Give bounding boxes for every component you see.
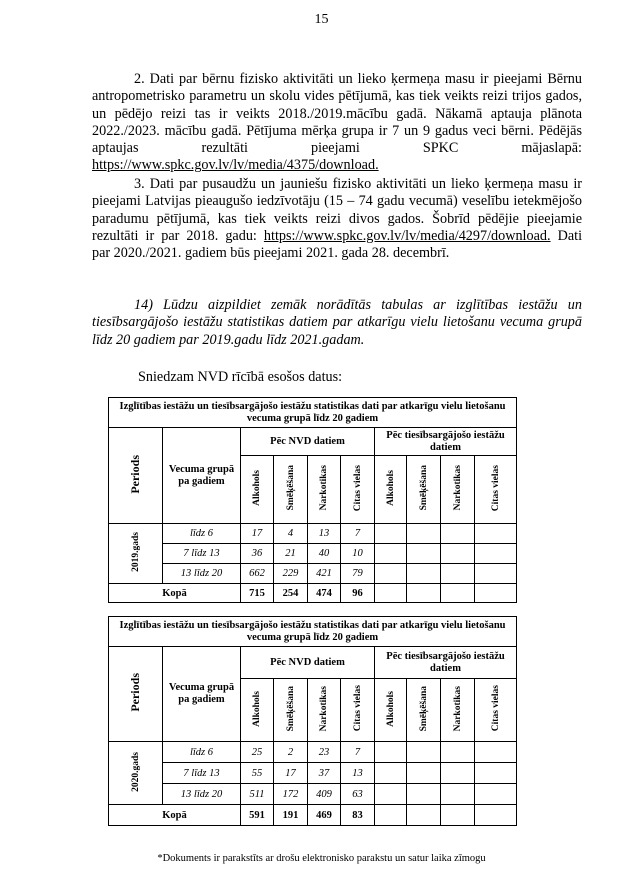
empty-cell [375,805,407,826]
table-title: Izglītības iestāžu un tiesībsargājošo iestāžu statistikas dati par atkarīgu vielu lietošanu vecuma grupā līdz 20 gadiem [109,398,517,428]
value-cell: 63 [341,784,375,805]
table-row [109,564,517,584]
spkc-link-4297[interactable]: https://www.spkc.gov.lv/lv/media/4297/download. [263,227,551,244]
value-cell: 23 [308,742,341,763]
col-other: Citas vielas [475,456,517,524]
page-number: 15 [314,12,329,27]
empty-cell [441,584,475,603]
value-cell: 13 [341,763,375,784]
empty-cell [475,763,517,784]
empty-cell [441,564,475,584]
value-cell: 79 [341,564,375,584]
empty-cell [441,784,475,805]
total-cell: 474 [308,584,341,603]
empty-cell [407,805,441,826]
total-cell: 96 [341,584,375,603]
empty-cell [475,524,517,544]
periods-header: Periods [109,428,163,524]
question-14 [92,297,582,349]
total-label: Kopā [109,805,241,826]
paragraph-3-text: 3. Dati par pusaudžu un jauniešu fizisko aktivitāti un lieko ķermeņa masu ir pieejami Latvijas pieaugušo iedzīvotāju (15 – 74 gadu vecumā) veselību ietekmējošo paradumu pētījumā, kas tiek veikts reizi divos gados. Šobrīd pēdējie pieejamie rezultāti ir par 2018. gadu: [92,176,582,244]
value-cell: 40 [308,544,341,564]
nvd-header: Pēc NVD datiem [241,428,375,456]
col-alcohol: Alkohols [375,456,407,524]
col-other: Citas vielas [475,679,517,742]
value-cell: 2 [274,742,308,763]
total-cell: 83 [341,805,375,826]
empty-cell [407,784,441,805]
value-cell: 172 [274,784,308,805]
paragraph-2-text: 2. Dati par bērnu fizisko aktivitāti un lieko ķermeņa masu ir pieejami Bērnu antropometrisko parametru un skolu vides pētījumā, kas tiek veikts reizi trijos gados, un pēdējo reizi tas ir veikts 2018./2019.mācību gadā. Nākamā aptauja plānota 2022./2023. mācību gadā. Pētījuma mērķa grupa ir 7 un 9 gadus veci bērni. Pēdējās aptaujas rezultāti pieejami SPKC mājaslapā: [92,71,582,157]
total-cell: 191 [274,805,308,826]
total-row [109,584,517,603]
total-cell: 254 [274,584,308,603]
empty-cell [407,742,441,763]
age-cell: 13 līdz 20 [163,564,241,584]
table-row [109,524,517,544]
empty-cell [475,584,517,603]
age-cell: 7 līdz 13 [163,763,241,784]
value-cell: 37 [308,763,341,784]
empty-cell [475,805,517,826]
value-cell: 409 [308,784,341,805]
col-smoking: Smēķēšana [274,456,308,524]
col-smoking: Smēķēšana [407,679,441,742]
intro-text: Sniedzam NVD rīcībā esošos datus: [138,369,343,385]
table-row [109,544,517,564]
periods-header: Periods [109,647,163,742]
age-group-header: Vecuma grupā pa gadiem [163,428,241,524]
empty-cell [475,784,517,805]
table-title: Izglītības iestāžu un tiesībsargājošo iestāžu statistikas dati par atkarīgu vielu lietošanu vecuma grupā līdz 20 gadiem [109,617,517,647]
empty-cell [441,524,475,544]
age-cell: 7 līdz 13 [163,544,241,564]
col-smoking: Smēķēšana [274,679,308,742]
value-cell: 511 [241,784,274,805]
empty-cell [407,763,441,784]
value-cell: 36 [241,544,274,564]
value-cell: 17 [274,763,308,784]
col-drugs: Narkotikas [441,456,475,524]
period-cell: 2020.gads [109,742,163,805]
col-drugs: Narkotikas [441,679,475,742]
value-cell: 7 [341,524,375,544]
col-other: Citas vielas [341,456,375,524]
col-other: Citas vielas [341,679,375,742]
empty-cell [441,544,475,564]
table-row [109,763,517,784]
col-alcohol: Alkohols [375,679,407,742]
empty-cell [441,763,475,784]
value-cell: 4 [274,524,308,544]
empty-cell [375,544,407,564]
stats-table-2019 [108,397,517,603]
empty-cell [375,564,407,584]
empty-cell [407,524,441,544]
value-cell: 10 [341,544,375,564]
empty-cell [475,544,517,564]
value-cell: 229 [274,564,308,584]
empty-cell [375,742,407,763]
stats-table-2020 [108,616,517,826]
total-cell: 591 [241,805,274,826]
col-drugs: Narkotikas [308,456,341,524]
empty-cell [375,524,407,544]
value-cell: 25 [241,742,274,763]
col-drugs: Narkotikas [308,679,341,742]
col-smoking: Smēķēšana [407,456,441,524]
law-enforcement-header: Pēc tiesībsargājošo iestāžu datiem [375,647,517,679]
paragraph-2 [92,71,582,175]
question-14-text: 14) Lūdzu aizpildiet zemāk norādītās tabulas ar izglītības iestāžu un tiesībsargājošo iestāžu statistikas datiem par atkarīgu vielu lietošanu vecuma grupā līdz 20 gadiem par 2019.gadu līdz 2021.gadam. [92,297,582,348]
value-cell: 7 [341,742,375,763]
nvd-header: Pēc NVD datiem [241,647,375,679]
value-cell: 13 [308,524,341,544]
total-cell: 469 [308,805,341,826]
table-row [109,742,517,763]
total-label: Kopā [109,584,241,603]
age-cell: līdz 6 [163,742,241,763]
table-row [109,784,517,805]
value-cell: 662 [241,564,274,584]
empty-cell [407,584,441,603]
value-cell: 55 [241,763,274,784]
signature-footer: *Dokuments ir parakstīts ar drošu elektronisko parakstu un satur laika zīmogu [157,853,486,864]
spkc-link-4375[interactable]: https://www.spkc.gov.lv/lv/media/4375/download. [92,157,379,174]
col-alcohol: Alkohols [241,679,274,742]
total-cell: 715 [241,584,274,603]
value-cell: 17 [241,524,274,544]
empty-cell [441,742,475,763]
empty-cell [375,763,407,784]
law-enforcement-header: Pēc tiesībsargājošo iestāžu datiem [375,428,517,456]
empty-cell [375,784,407,805]
paragraph-3 [92,176,582,262]
age-group-header: Vecuma grupā pa gadiem [163,647,241,742]
age-cell: 13 līdz 20 [163,784,241,805]
empty-cell [407,564,441,584]
paragraph-3-tail: Dati par 2020./2021. gadiem būs pieejami 2021. gada 28. decembrī. [92,227,583,262]
period-cell: 2019.gads [109,524,163,584]
empty-cell [375,584,407,603]
age-cell: līdz 6 [163,524,241,544]
empty-cell [475,742,517,763]
empty-cell [475,564,517,584]
value-cell: 421 [308,564,341,584]
total-row [109,805,517,826]
empty-cell [441,805,475,826]
col-alcohol: Alkohols [241,456,274,524]
value-cell: 21 [274,544,308,564]
empty-cell [407,544,441,564]
